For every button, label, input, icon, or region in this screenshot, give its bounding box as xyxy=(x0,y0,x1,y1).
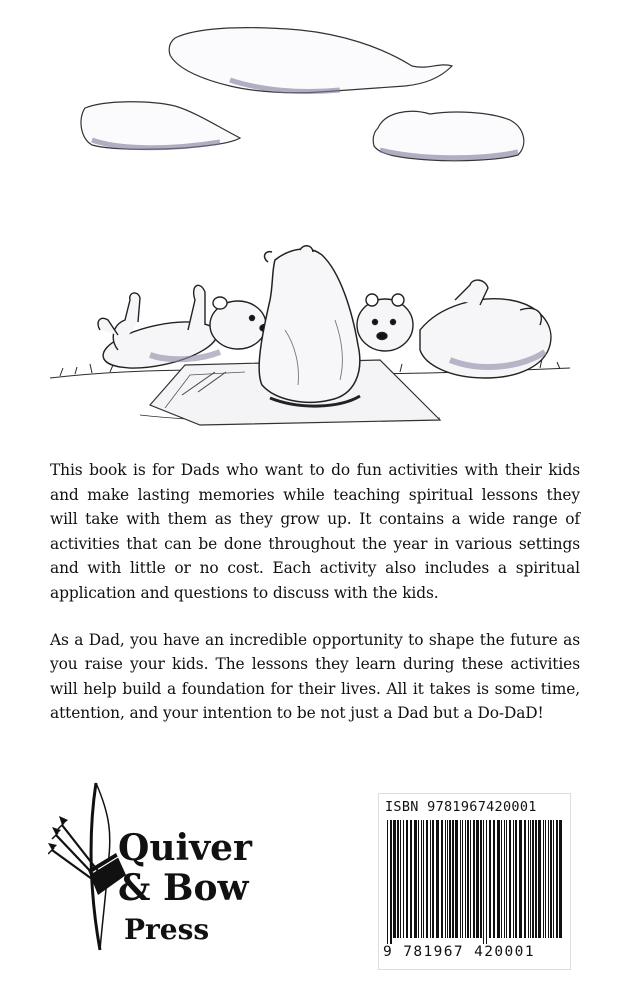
barcode-bar xyxy=(387,820,388,944)
bear-big-sitting xyxy=(259,246,360,406)
barcode-bar xyxy=(545,820,546,938)
barcode-bar xyxy=(559,820,562,938)
barcode-bar xyxy=(473,820,475,938)
barcode-bar xyxy=(403,820,404,938)
barcode-bar xyxy=(436,820,439,938)
barcode-bar xyxy=(553,820,554,938)
publisher-name-line-3: Press xyxy=(124,913,210,946)
barcode-bar xyxy=(400,820,401,938)
barcode-bar xyxy=(426,820,428,938)
barcode-bar xyxy=(421,820,422,938)
barcode-bar xyxy=(418,820,419,938)
barcode-bar xyxy=(528,820,529,938)
barcode-bar xyxy=(393,820,396,938)
publisher-name-line-1: Quiver xyxy=(118,827,252,869)
barcode-bar xyxy=(493,820,495,938)
barcode-bar xyxy=(441,820,443,938)
barcode-bar xyxy=(532,820,534,938)
barcode-bar xyxy=(455,820,458,938)
barcode-bar xyxy=(432,820,434,938)
isbn-label: ISBN 9781967420001 xyxy=(385,799,537,815)
barcode-bar xyxy=(390,820,392,944)
barcode-bar xyxy=(501,820,502,938)
cover-illustration xyxy=(0,0,625,440)
description-paragraph-2: As a Dad, you have an incredible opportunity to shape the future as you raise your kids. The lessons they learn during these activities will help build a foundation for their lives. All it takes is some time, attention, and your intention to be not just a Dad but a Do-DaD! xyxy=(50,630,580,723)
barcode-bar xyxy=(497,820,500,938)
cloud-large xyxy=(169,28,452,93)
barcode-bar xyxy=(509,820,511,938)
barcode-bar xyxy=(460,820,461,938)
barcode-bar xyxy=(414,820,417,938)
barcode-bar xyxy=(449,820,451,938)
cloud-left xyxy=(81,102,240,150)
barcode-bar xyxy=(504,820,505,938)
barcode-bar xyxy=(506,820,507,938)
bear-right xyxy=(357,280,551,378)
publisher-logo xyxy=(48,775,318,955)
barcode-bar xyxy=(465,820,466,938)
barcode-bar xyxy=(423,820,424,938)
cloud-right xyxy=(373,111,524,160)
barcode-bar xyxy=(486,820,487,944)
barcode-bar xyxy=(548,820,549,938)
barcode-bar xyxy=(406,820,408,938)
book-description xyxy=(50,458,580,748)
publisher-name xyxy=(118,827,252,948)
barcode-bar xyxy=(513,820,514,938)
barcode-bar xyxy=(489,820,491,938)
barcode-bar xyxy=(476,820,479,938)
barcode-bar xyxy=(543,820,544,938)
barcode-bars xyxy=(385,820,564,944)
barcode-bar xyxy=(524,820,526,938)
isbn-barcode xyxy=(378,793,571,970)
barcode-bar xyxy=(483,820,484,944)
barcode-bar xyxy=(430,820,431,938)
barcode-bar xyxy=(515,820,517,938)
barcode-digits: 9 781967 420001 xyxy=(383,944,535,960)
barcode-bar xyxy=(467,820,469,938)
barcode-bar xyxy=(462,820,463,938)
barcode-bar xyxy=(480,820,482,938)
description-paragraph-1: This book is for Dads who want to do fun activities with their kids and make lasting memories while teaching spiritual lessons they will take with them as they grow up. It contains a wide range of activities that can be done throughout the year in various settings and with little or no cost. Each activity also includes a spiritual application and questions to discuss with the kids. xyxy=(50,461,580,602)
barcode-bar xyxy=(447,820,448,938)
barcode-bar xyxy=(556,820,558,938)
barcode-bar xyxy=(550,820,552,938)
barcode-bar xyxy=(530,820,531,938)
barcode-bar xyxy=(535,820,537,938)
barcode-bar xyxy=(452,820,454,938)
barcode-bar xyxy=(519,820,522,938)
barcode-bar xyxy=(538,820,541,938)
publisher-name-line-2: & Bow xyxy=(118,867,249,909)
barcode-bar xyxy=(445,820,446,938)
barcode-bar xyxy=(410,820,412,938)
barcode-bar xyxy=(470,820,471,938)
barcode-bar xyxy=(397,820,399,938)
